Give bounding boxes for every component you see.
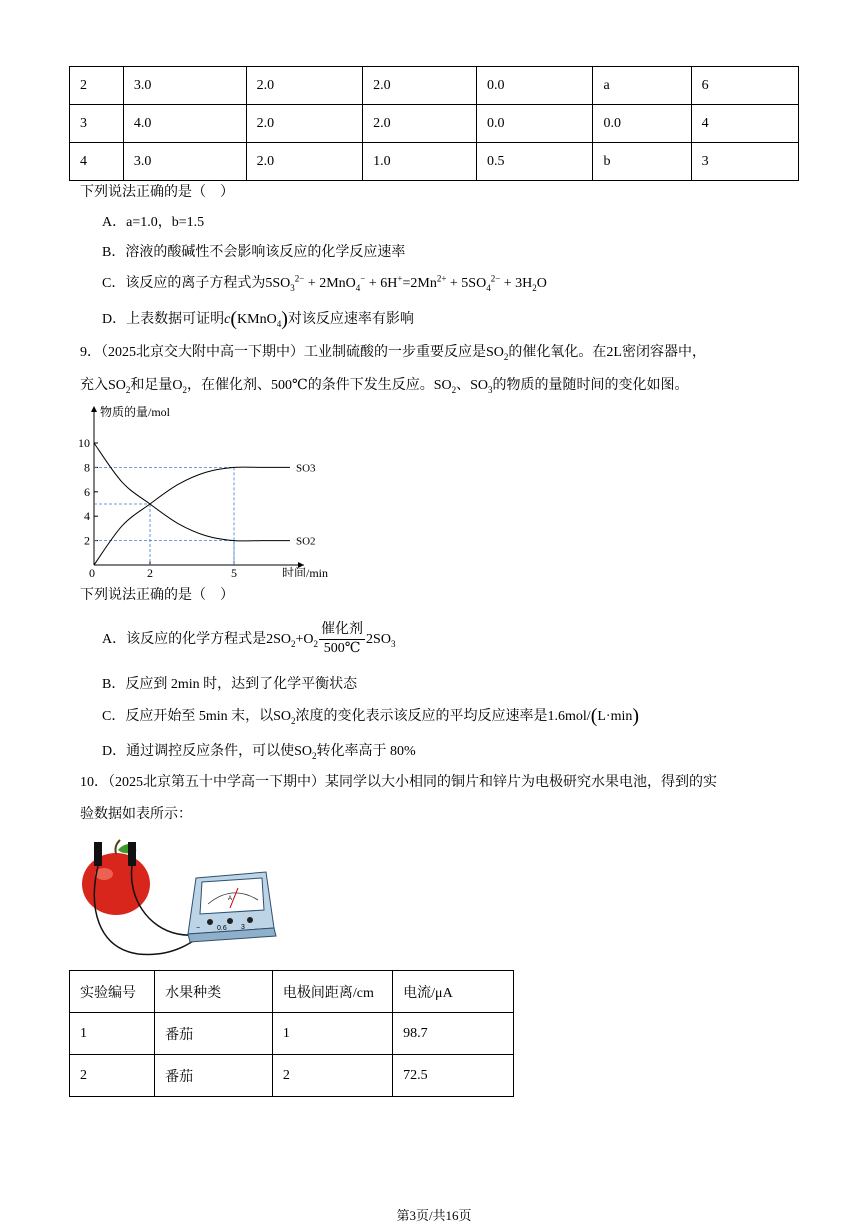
catalyst-condition: $\frac{\text{催化剂}}{500℃}$ [321,622,364,657]
q10-stem-line1: 10．（2025北京第五十中学高一下期中）某同学以大小相同的铜片和锌片为电极研究水果电池，得到的实 [80,775,717,790]
x-tick-label: 0 [89,566,95,577]
y-tick-label: 10 [78,436,90,450]
q9-option-a: A．该反应的化学方程式是$2SO_2+O_2$ $\frac{\text{催化剂}}{500℃}$ $2SO_3$ [102,622,396,657]
svg-text:A: A [228,896,233,902]
q8-option-d: D．上表数据可证明c(KMnO$_4$)对该反应速率有影响 [102,308,414,330]
fruit-battery-illustration [78,838,278,960]
table-cell: 1 [70,1013,155,1055]
q9-prompt: 下列说法正确的是（ ） [80,588,234,603]
page-footer: 第3页/共16页 [396,1208,472,1223]
table-cell: 98.7 [393,1013,514,1055]
y-tick-label: 6 [84,484,90,499]
table-cell: 4.0 [123,105,246,143]
table-header-cell: 实验编号 [70,971,155,1013]
table-header-cell: 水果种类 [155,971,273,1013]
table-cell: 番茄 [155,1013,273,1055]
series-line-so3 [94,467,290,565]
q9-option-d: D．通过调控反应条件，可以使$SO_2$转化率高于 80% [102,744,416,761]
table-cell: 6 [691,67,798,105]
table-row [70,1055,514,1097]
series-label: SO3 [296,462,316,475]
y-axis-label: 物质的量/mol [100,405,171,419]
table-cell: 72.5 [393,1055,514,1097]
table-cell: 1 [272,1013,392,1055]
y-tick-label: 8 [84,460,90,475]
table-row [70,1013,514,1055]
table-cell: a [593,67,691,105]
table-row [70,67,799,105]
q9-option-c: C．反应开始至 5min 末，以$SO_2$浓度的变化表示该反应的平均反应速率是1.6mol/(L·min) [102,705,640,727]
copper-electrode [94,842,102,866]
y-axis-arrow [91,406,97,412]
table-cell: 番茄 [155,1055,273,1097]
x-axis-label: 时间/min [282,566,329,577]
table-row [70,143,799,181]
table-cell: b [593,143,691,181]
table-header-cell: 电极间距离/cm [272,971,392,1013]
mole-time-chart [70,402,330,577]
table-cell: 0.0 [476,67,593,105]
table-cell: 2.0 [363,67,477,105]
table-cell: 2.0 [246,143,363,181]
table-row [70,105,799,143]
meter-terminal-label: − [196,925,201,932]
q8-option-b: B．溶液的酸碱性不会影响该反应的化学反应速率 [102,245,406,260]
meter-terminal-label: 3 [241,924,245,931]
table-cell: 3.0 [123,67,246,105]
q8-ionic-equation: $5SO_3^{2-} + 2MnO_4^- + 6H^+=2Mn^{2+} + 5SO_4^{2-} + 3H_2O$ [265,273,547,293]
y-tick-label: 2 [84,533,90,548]
y-tick-label: 4 [84,509,90,524]
q8-option-a: A．a=1.0，b=1.5 [102,215,205,230]
data-table-1 [69,66,799,181]
x-tick-label: 5 [231,566,237,577]
zinc-electrode [128,842,136,866]
table-cell: 0.0 [476,105,593,143]
table-cell: 0.0 [593,105,691,143]
table-header-cell: 电流/μA [393,971,514,1013]
x-tick-label: 2 [147,566,153,577]
q9-option-b: B．反应到 2min 时，达到了化学平衡状态 [102,677,358,692]
fruit-battery-table [69,970,514,1097]
table-cell: 4 [691,105,798,143]
q9-stem-line1: 9．（2025北京交大附中高一下期中）工业制硫酸的一步重要反应是$SO_2$的催化氧化。在2L密闭容器中， [80,345,706,362]
table-header-row [70,971,514,1013]
table-cell: 2.0 [246,67,363,105]
table-cell: 3 [691,143,798,181]
ammeter [188,872,276,942]
q8-prompt: 下列说法正确的是（ ） [80,185,234,200]
table-cell: 2.0 [246,105,363,143]
table-cell: 3 [70,105,124,143]
table-cell: 0.5 [476,143,593,181]
series-label: SO2 [296,535,316,548]
q10-stem-line2: 验数据如表所示： [80,807,192,822]
table-cell: 4 [70,143,124,181]
table-cell: 2 [272,1055,392,1097]
table-cell: 2 [70,1055,155,1097]
table-cell: 2.0 [363,105,477,143]
apple-icon [82,840,150,915]
table-cell: 1.0 [363,143,477,181]
meter-terminal-label: 0.6 [217,925,227,932]
q8-option-c: C．该反应的离子方程式为$5SO_3^{2-} + 2MnO_4^- + 6H^+=2Mn^{2+} + 5SO_4^{2-} + 3H_2O$ [102,273,547,293]
table-cell: 3.0 [123,143,246,181]
table-cell: 2 [70,67,124,105]
series-line-so2 [94,443,290,541]
q9-stem-line2: 充入$SO_2$和足量$O_2$，在催化剂、500℃的条件下发生反应。$SO_2$、$SO_3$的物质的量随时间的变化如图。 [80,378,689,395]
